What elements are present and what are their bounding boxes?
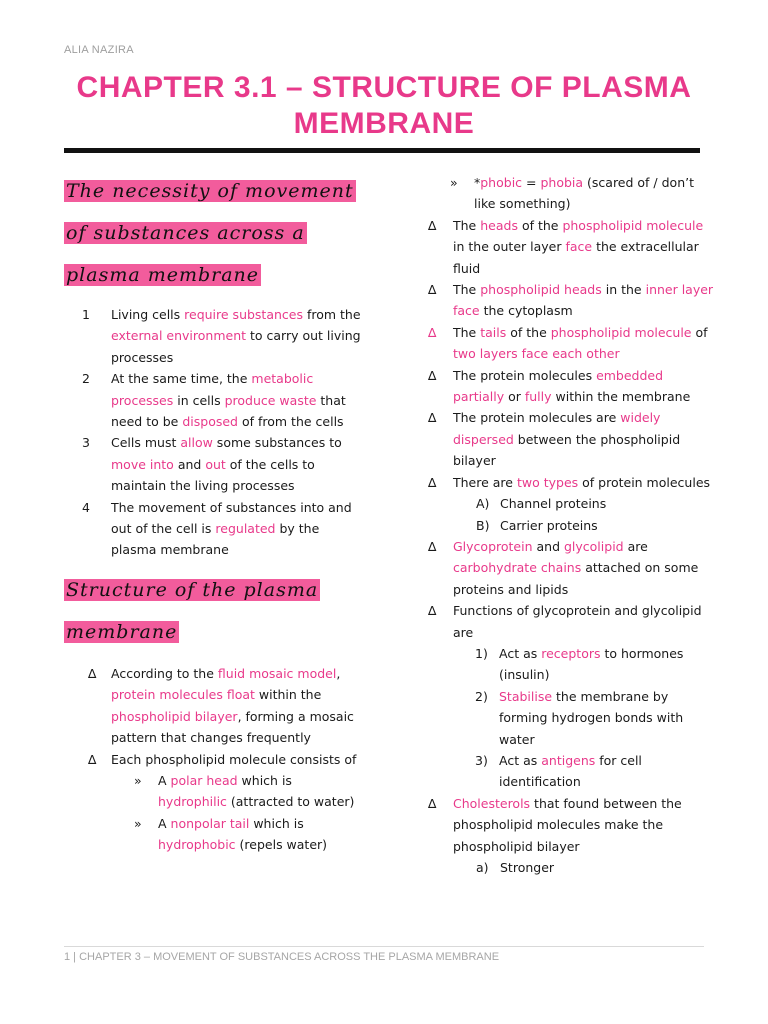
list-item: ∆ The protein molecules embedded partially or fully within the membrane [428, 367, 691, 405]
list-item: 3) Act as antigens for cell identification [475, 752, 642, 790]
title-line-1: CHAPTER 3.1 – STRUCTURE OF PLASMA [76, 71, 692, 104]
footer-chapter: CHAPTER 3 – MOVEMENT OF SUBSTANCES ACROSS THE PLASMA MEMBRANE [79, 951, 500, 963]
list-item: A) Channel proteins [476, 496, 607, 512]
list-item: 2 At the same time, the metabolic processes in cells produce waste that need to be disposed of from the cells [82, 371, 346, 430]
list-item: 4 The movement of substances into and out of the cell is regulated by the plasma membrane [82, 499, 352, 558]
section-heading-necessity: The necessity of movement of substances across a plasma membrane [66, 180, 354, 286]
list-item: ∆ Cholesterols that found between the phospholipid molecules make the phospholipid bilayer [428, 795, 682, 854]
list-item: ∆ Each phospholipid molecule consists of [88, 751, 357, 767]
list-item: ∆ Functions of glycoprotein and glycolipid are [428, 603, 702, 640]
page-title [64, 70, 704, 142]
list-item: ∆ There are two types of protein molecules [428, 474, 711, 490]
list-item: ∆ According to the fluid mosaic model, protein molecules float within the phospholipid bilayer, forming a mosaic pattern that changes frequently [88, 665, 354, 746]
page-number: 1 [64, 951, 71, 963]
list-item: » A nonpolar tail which is hydrophobic (repels water) [134, 815, 328, 853]
author-name: ALIA NAZIRA [64, 44, 134, 56]
section-heading-structure: Structure of the plasma membrane [66, 578, 319, 643]
title-divider [64, 148, 700, 153]
list-item: ∆ The protein molecules are widely dispersed between the phospholipid bilayer [428, 410, 681, 469]
list-item: ∆ The phospholipid heads in the inner layer face the cytoplasm [428, 282, 714, 319]
list-item: 2) Stabilise the membrane by forming hydrogen bonds with water [475, 688, 684, 747]
list-item: 3 Cells must allow some substances to move into and out of the cells to maintain the living processes [82, 435, 342, 494]
page-footer: 1 | CHAPTER 3 – MOVEMENT OF SUBSTANCES ACROSS THE PLASMA MEMBRANE [64, 951, 500, 963]
list-item: ∆ Glycoprotein and glycolipid are carbohydrate chains attached on some proteins and lipids [428, 538, 699, 597]
title-line-2: MEMBRANE [293, 107, 475, 140]
list-item: a) Stronger [476, 860, 555, 875]
list-item: 1 Living cells require substances from the external environment to carry out living processes [82, 307, 361, 365]
right-column [428, 172, 718, 878]
list-item: ∆ The heads of the phospholipid molecule in the outer layer face the extracellular fluid [428, 217, 704, 276]
list-item: 1) Act as receptors to hormones (insulin) [475, 645, 684, 683]
list-item: B) Carrier proteins [476, 517, 598, 533]
left-column [64, 170, 364, 856]
list-item: ∆ The tails of the phospholipid molecule of two layers face each other [428, 324, 708, 362]
footer-divider [64, 946, 704, 947]
list-item: » *phobic = phobia (scared of / don’t like something) [450, 175, 694, 212]
list-item: » A polar head which is hydrophilic (attracted to water) [134, 772, 355, 810]
